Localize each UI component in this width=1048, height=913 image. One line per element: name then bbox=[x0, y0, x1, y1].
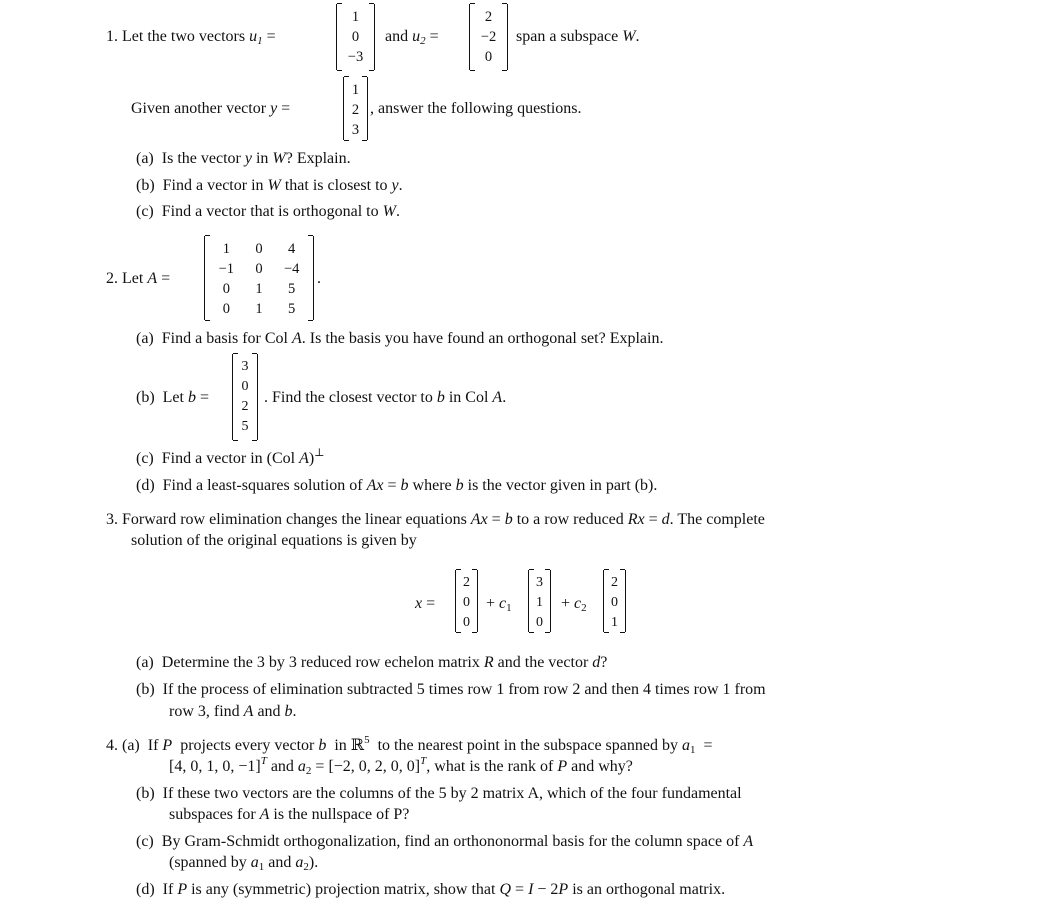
vector-b bbox=[232, 354, 258, 440]
text: and bbox=[270, 758, 294, 775]
cell: 0 bbox=[241, 379, 249, 394]
problem-4b-line2 bbox=[169, 805, 409, 824]
math: $u_2$ bbox=[412, 28, 426, 47]
cell: 1 bbox=[255, 301, 263, 317]
math: Ax bbox=[366, 477, 384, 494]
text: If these two vectors are the columns of the 5 by 2 matrix A, which of the four fundamental bbox=[162, 785, 742, 802]
problem-4b bbox=[136, 784, 742, 803]
math: d bbox=[592, 654, 601, 671]
math: P bbox=[162, 737, 173, 754]
part-label: (b) bbox=[136, 389, 155, 406]
math: A bbox=[291, 330, 302, 347]
cell: 2 bbox=[241, 399, 249, 414]
text: is the vector given in part (b). bbox=[467, 477, 658, 494]
math: P bbox=[557, 758, 568, 775]
problem-3-line2 bbox=[131, 531, 417, 550]
text: Let bbox=[162, 389, 184, 406]
vector-u1 bbox=[336, 4, 375, 70]
text: Find a least-squares solution of bbox=[162, 477, 363, 494]
eq-x-equals: x = bbox=[415, 595, 436, 612]
text: . Is the basis you have found an orthogonal set? Explain. bbox=[301, 330, 664, 347]
cell: 3 bbox=[241, 359, 249, 374]
text: span a subspace bbox=[516, 28, 619, 45]
problem-2c: (c) Find a vector in (Col A)⊥ bbox=[136, 447, 325, 467]
text: and bbox=[268, 854, 292, 871]
problem-number: 4. bbox=[106, 737, 118, 754]
cell: 2 bbox=[351, 102, 360, 118]
problem-4a-line2: [4, 0, 1, 0, −1]$^T$ and $a_2 = [-2$, 0, 2, 0, 0]$^T$, what is the rank of P and why? bbox=[169, 755, 633, 777]
problem-4a-line1: 4. (a) If P projects every vector b in ℝ$^5$ to the nearest point in the subspace spanned by $a_1$ = bbox=[106, 734, 713, 756]
math: a bbox=[681, 737, 690, 754]
problem-2b-end: . Find the closest vector to b in Col A. bbox=[264, 389, 507, 406]
math: a bbox=[297, 758, 306, 775]
text: If bbox=[162, 881, 174, 898]
problem-1-statement-end: span a subspace W. bbox=[516, 28, 640, 45]
problem-1-statement-mid: and $u_2$ = bbox=[385, 28, 439, 47]
problem-2a bbox=[136, 329, 663, 348]
text: is any (symmetric) projection matrix, show that bbox=[191, 881, 496, 898]
part-label: (c) bbox=[136, 450, 154, 467]
cell: 5 bbox=[288, 301, 296, 317]
cell: 0 bbox=[255, 261, 263, 277]
text: , answer the following questions. bbox=[370, 100, 582, 117]
text: Given another vector bbox=[131, 100, 267, 117]
problem-2b: (b) Let b = bbox=[136, 389, 210, 406]
part-label: (b) bbox=[136, 681, 155, 698]
cell: −1 bbox=[218, 261, 235, 277]
math: W bbox=[382, 203, 396, 220]
problem-1-given: Given another vector y = bbox=[131, 100, 291, 117]
problem-number: 2. bbox=[106, 270, 118, 287]
cell: 2 bbox=[463, 575, 470, 590]
cell: 0 bbox=[222, 281, 230, 297]
text: and why? bbox=[571, 758, 633, 775]
math: A bbox=[743, 833, 754, 850]
vector-a2: [−2, 0, 2, 0, 0] bbox=[328, 758, 421, 775]
math: W bbox=[272, 150, 286, 167]
cell: 5 bbox=[288, 281, 296, 297]
matrix-A bbox=[204, 236, 314, 320]
text: and bbox=[257, 703, 281, 720]
cell: 0 bbox=[351, 29, 360, 45]
text: where bbox=[412, 477, 452, 494]
problem-1-statement: 1. Let the two vectors $u_1$ = bbox=[106, 28, 276, 47]
text: that is closest to bbox=[284, 177, 388, 194]
problem-4c bbox=[136, 832, 753, 851]
math: P bbox=[558, 881, 569, 898]
text: (spanned by bbox=[169, 854, 247, 871]
text: in Col bbox=[448, 389, 489, 406]
math: I bbox=[528, 881, 534, 898]
vector-particular bbox=[455, 570, 478, 632]
cell: 0 bbox=[255, 241, 263, 257]
vector-u2 bbox=[469, 4, 508, 70]
problem-number: 1. bbox=[106, 28, 118, 45]
text: subspaces for bbox=[169, 806, 256, 823]
text: Forward row elimination changes the linear equations bbox=[122, 511, 467, 528]
part-label: (b) bbox=[136, 785, 155, 802]
part-label: (d) bbox=[136, 881, 155, 898]
cell: 0 bbox=[611, 595, 618, 610]
problem-3-line1: 3. Forward row elimination changes the linear equations Ax = b to a row reduced Rx = d. The complete bbox=[106, 511, 765, 528]
math: ℝ$^5$ bbox=[350, 734, 370, 754]
eq-plus-c2: + $c_2$ bbox=[561, 595, 587, 614]
math: y bbox=[270, 100, 278, 117]
eq-plus-c1: + $c_1$ bbox=[486, 595, 512, 614]
cell: 0 bbox=[463, 595, 470, 610]
text: to the nearest point in the subspace spanned by bbox=[377, 737, 678, 754]
text: . The complete bbox=[669, 511, 765, 528]
part-label: (b) bbox=[136, 177, 155, 194]
cell: 1 bbox=[611, 615, 618, 630]
math: b bbox=[504, 511, 513, 528]
math: A bbox=[259, 806, 270, 823]
problem-3a bbox=[136, 653, 607, 672]
math: d bbox=[661, 511, 670, 528]
problem-3b bbox=[136, 680, 766, 699]
part-label: (a) bbox=[136, 150, 154, 167]
part-label: (c) bbox=[136, 833, 154, 850]
cell: 3 bbox=[536, 575, 543, 590]
text: If bbox=[147, 737, 159, 754]
math: a bbox=[250, 854, 259, 871]
cell: 1 bbox=[351, 9, 360, 25]
text: and bbox=[385, 28, 409, 45]
math: y bbox=[244, 150, 252, 167]
text: . Find the closest vector to bbox=[264, 389, 433, 406]
part-label: (c) bbox=[136, 203, 154, 220]
cell: 5 bbox=[241, 419, 249, 434]
cell: 1 bbox=[255, 281, 263, 297]
math: P bbox=[177, 881, 188, 898]
vector-special-1 bbox=[528, 570, 551, 632]
cell: 4 bbox=[288, 241, 296, 257]
period: . bbox=[317, 270, 321, 287]
problem-2-statement: 2. Let A = bbox=[106, 270, 171, 287]
problem-4d: (d) If P is any (symmetric) projection matrix, show that Q = I − 2P is an orthogonal matrix. bbox=[136, 881, 726, 898]
problem-2d: (d) Find a least-squares solution of Ax = b where b is the vector given in part (b). bbox=[136, 477, 658, 494]
math: a bbox=[295, 854, 304, 871]
problem-1-given-end bbox=[370, 99, 582, 118]
text: projects every vector bbox=[180, 737, 315, 754]
math: b bbox=[400, 477, 409, 494]
problem-1b: (b) Find a vector in W that is closest to y. bbox=[136, 177, 403, 194]
math: b bbox=[187, 389, 196, 406]
math: $u_1$ bbox=[249, 28, 263, 47]
text: Let the two vectors bbox=[122, 28, 246, 45]
math: b bbox=[436, 389, 445, 406]
math: A bbox=[492, 389, 503, 406]
cell: 1 bbox=[222, 241, 230, 257]
problem-number: 3. bbox=[106, 511, 118, 528]
text: By Gram-Schmidt orthogonalization, find an orthononormal basis for the column space of bbox=[161, 833, 740, 850]
cell: 3 bbox=[351, 122, 360, 138]
math: W bbox=[622, 28, 636, 45]
text: Find a vector that is orthogonal to bbox=[161, 203, 379, 220]
text: solution of the original equations is given by bbox=[131, 532, 417, 549]
text: in bbox=[255, 150, 269, 167]
cell: 2 bbox=[611, 575, 618, 590]
math: b bbox=[455, 477, 464, 494]
cell: 0 bbox=[222, 301, 230, 317]
vector-special-2 bbox=[603, 570, 626, 632]
vector-y bbox=[343, 77, 368, 140]
part-label: (d) bbox=[136, 477, 155, 494]
vector-a1: [4, 0, 1, 0, −1] bbox=[169, 758, 261, 775]
text: row 3, find bbox=[169, 703, 240, 720]
text: , what is the rank of bbox=[426, 758, 554, 775]
text: Find a basis for Col bbox=[161, 330, 288, 347]
math: W bbox=[267, 177, 281, 194]
text: Is the vector bbox=[161, 150, 241, 167]
cell: 2 bbox=[484, 9, 493, 25]
cell: 1 bbox=[351, 82, 360, 98]
cell: 1 bbox=[536, 595, 543, 610]
text: Find a vector in (Col bbox=[161, 450, 296, 467]
problem-3b-line2: row 3, find A and b. bbox=[169, 703, 297, 720]
text: ? Explain. bbox=[285, 150, 351, 167]
cell: −2 bbox=[480, 29, 497, 45]
part-label: (a) bbox=[122, 737, 140, 754]
text: is the nullspace of P? bbox=[273, 806, 410, 823]
problem-1c: (c) Find a vector that is orthogonal to W. bbox=[136, 203, 400, 220]
text: If the process of elimination subtracted 5 times row 1 from row 2 and then 4 times row 1 from bbox=[162, 681, 766, 698]
math: Q bbox=[499, 881, 512, 898]
math: Rx bbox=[627, 511, 645, 528]
math: y bbox=[391, 177, 399, 194]
text: to a row reduced bbox=[516, 511, 624, 528]
text: Let bbox=[122, 270, 144, 287]
text: ? bbox=[600, 654, 608, 671]
text: Determine the 3 by 3 reduced row echelon matrix bbox=[161, 654, 480, 671]
text: and the vector bbox=[497, 654, 589, 671]
math: Ax bbox=[470, 511, 488, 528]
text: Find a vector in bbox=[162, 177, 264, 194]
cell: 0 bbox=[536, 615, 543, 630]
part-label: (a) bbox=[136, 654, 154, 671]
math: b bbox=[318, 737, 327, 754]
math: A bbox=[299, 450, 309, 467]
math: R bbox=[483, 654, 494, 671]
math: A bbox=[147, 270, 158, 287]
math: b bbox=[284, 703, 293, 720]
math: A bbox=[243, 703, 254, 720]
text: in bbox=[334, 737, 347, 754]
problem-4c-line2: (spanned by $a_1$ and $a_2$). bbox=[169, 854, 319, 873]
part-label: (a) bbox=[136, 330, 154, 347]
cell: 0 bbox=[463, 615, 470, 630]
problem-1a bbox=[136, 149, 351, 168]
cell: −3 bbox=[347, 49, 364, 65]
cell: −4 bbox=[283, 261, 300, 277]
cell: 0 bbox=[484, 49, 493, 65]
